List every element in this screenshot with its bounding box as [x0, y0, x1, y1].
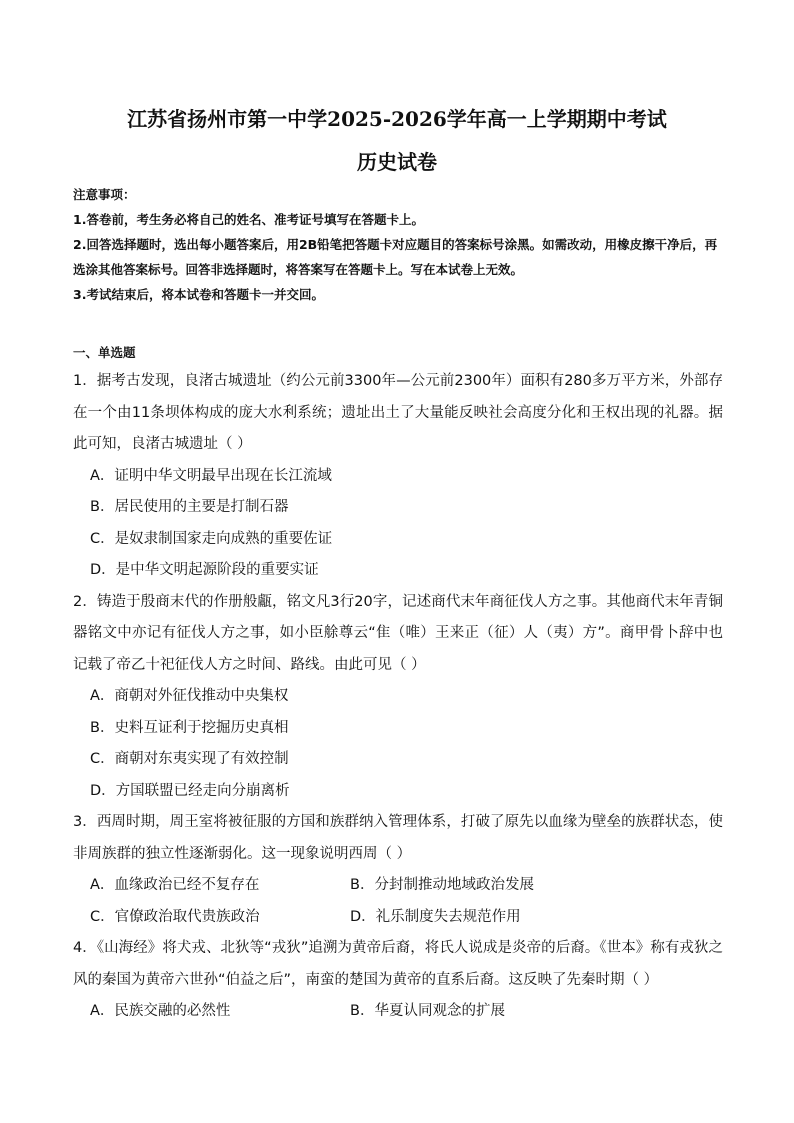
option-d: D．是中华文明起源阶段的重要实证 — [90, 562, 319, 578]
notes-heading: 注意事项： — [73, 187, 136, 202]
option-a: A．血缘政治已经不复存在 — [90, 877, 260, 893]
question-stem: 2．铸造于殷商末代的作册般甗，铭文凡3行20字，记述商代末年商征伐人方之事。其他商代末年青铜器铭文中亦记有征伐人方之事，如小臣艅尊云“隹（唯）王来正（征）人（夷）方”。商甲骨卜辞中也记载了帝乙十祀征伐人方之时间、路线。由此可见（ ） — [73, 593, 723, 673]
section-heading: 一、单选题 — [73, 345, 136, 360]
option-a: A．民族交融的必然性 — [90, 1003, 231, 1019]
option-a: A．商朝对外征伐推动中央集权 — [90, 688, 289, 704]
question-4 — [73, 933, 723, 1028]
question-1 — [73, 366, 723, 587]
question-stem: 3．西周时期，周王室将被征服的方国和族群纳入管理体系，打破了原先以血缘为壁垒的族群状态，使非周族群的独立性逐渐弱化。这一现象说明西周（ ） — [73, 814, 723, 862]
option-d: D．礼乐制度失去规范作用 — [350, 908, 521, 925]
option-b: B．分封制推动地域政治发展 — [350, 877, 534, 893]
question-stem: 1．据考古发现，良渚古城遗址（约公元前3300年—公元前2300年）面积有280多万平方米，外部存在一个由11条坝体构成的庞大水利系统；遗址出土了大量能反映社会高度分化和王权出现的礼器。据此可知，良渚古城遗址（ ） — [73, 373, 723, 452]
option-b: B．居民使用的主要是打制石器 — [90, 499, 289, 515]
option-c: C．是奴隶制国家走向成熟的重要佐证 — [90, 530, 333, 547]
note-item-2: 2.回答选择题时，选出每小题答案后，用2B铅笔把答题卡对应题目的答案标号涂黑。如需改动，用橡皮擦干净后，再选涂其他答案标号。回答非选择题时，将答案写在答题卡上。写在本试卷上无效。 — [73, 237, 718, 277]
note-item-3: 3.考试结束后，将本试卷和答题卡一并交回。 — [73, 287, 324, 302]
question-list — [73, 366, 723, 1028]
question-stem: 4．《山海经》将犬戎、北狄等“戎狄”追溯为黄帝后裔，将氏人说成是炎帝的后裔。《世本》称有戎狄之风的秦国为黄帝六世孙“伯益之后”，南蛮的楚国为黄帝的直系后裔。这反映了先秦时期（ ） — [73, 940, 723, 988]
option-c: C．官僚政治取代贵族政治 — [90, 908, 260, 925]
option-c: C．商朝对东夷实现了有效控制 — [90, 751, 289, 767]
notes-block — [73, 182, 723, 307]
exam-subtitle: 历史试卷 — [357, 150, 437, 174]
question-2 — [73, 587, 723, 808]
option-row — [73, 870, 723, 902]
option-b: B．史料互证利于挖掘历史真相 — [90, 719, 289, 736]
option-row — [73, 996, 723, 1028]
question-3 — [73, 807, 723, 933]
option-row — [73, 902, 723, 934]
option-a: A．证明中华文明最早出现在长江流域 — [90, 467, 332, 484]
note-item-1: 1.答卷前，考生务必将自己的姓名、准考证号填写在答题卡上。 — [73, 212, 424, 227]
exam-title: 江苏省扬州市第一中学2025-2026学年高一上学期期中考试 — [127, 107, 667, 131]
option-d: D．方国联盟已经走向分崩离析 — [90, 782, 290, 799]
option-b: B．华夏认同观念的扩展 — [350, 1003, 505, 1019]
